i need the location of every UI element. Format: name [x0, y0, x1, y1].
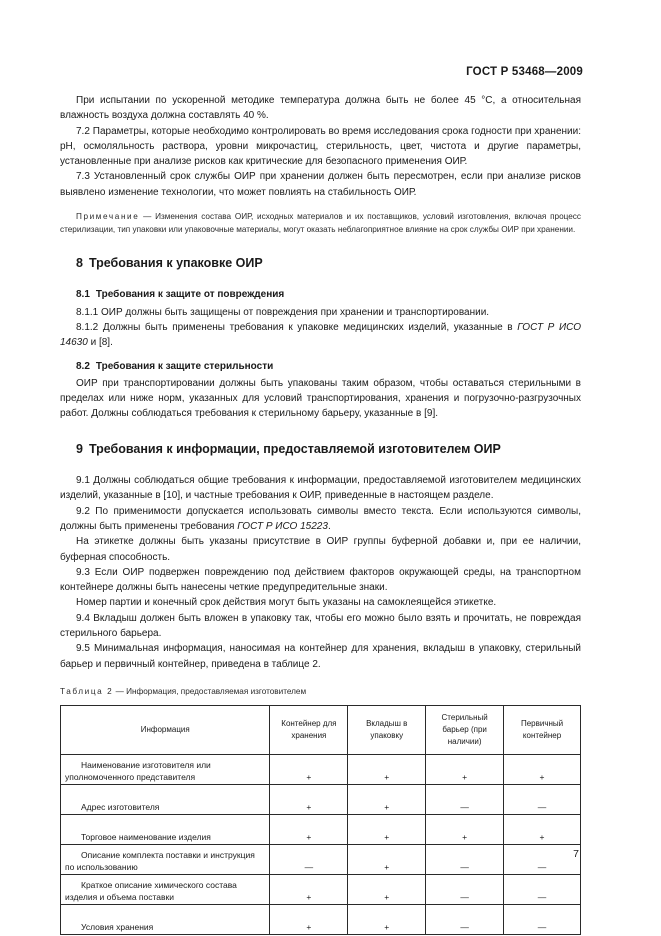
- cell-storage-container: +: [270, 755, 348, 785]
- cell-sterile-barrier: +: [426, 755, 504, 785]
- table-row: [61, 875, 581, 905]
- paragraph-9-5: 9.5 Минимальная информация, наносимая на контейнер для хранения, вкладыш в упаковку, стерильный барьер и первичный контейнер, приведена в таблице 2.: [60, 643, 581, 670]
- cell-storage-container: +: [270, 875, 348, 905]
- paragraph-8-2: ОИР при транспортировании должны быть упакованы таким образом, чтобы оставаться стерильными в пределах или ниже норм, указанных для условий транспортирования, хранения и погрузочно-разгрузочных работ. Должны соблюдаться требования к стерильному барьеру, указанные в [9].: [60, 377, 581, 420]
- paragraph-9-3-lot: Номер партии и конечный срок действия могут быть указаны на самоклеящейся этикетке.: [76, 597, 497, 609]
- table-header-row: [61, 706, 581, 755]
- subsection-8-2-heading: [76, 359, 581, 374]
- reference-gost-14630: ГОСТ Р ИСО 14630: [60, 321, 581, 349]
- section-8-title: Требования к упаковке ОИР: [88, 256, 263, 271]
- table-caption-text: — Информация, предоставляемая изготовителем: [113, 686, 307, 696]
- page-content: [60, 93, 581, 935]
- cell-sterile-barrier: —: [426, 875, 504, 905]
- reference-gost-15223: ГОСТ Р ИСО 15223: [237, 520, 328, 532]
- cell-package-insert: +: [348, 785, 426, 815]
- cell-primary-container: —: [504, 785, 581, 815]
- cell-sterile-barrier: —: [426, 785, 504, 815]
- table-row: [61, 905, 581, 935]
- note-label: Примечание: [76, 212, 140, 222]
- header-information: Информация: [61, 706, 270, 755]
- row-label: Наименование изготовителя или уполномоченного представителя: [61, 755, 270, 785]
- cell-sterile-barrier: —: [426, 845, 504, 875]
- cell-primary-container: —: [504, 875, 581, 905]
- cell-primary-container: —: [504, 905, 581, 935]
- paragraph-8-1-2-end: и [8].: [87, 337, 113, 349]
- paragraph-9-4: 9.4 Вкладыш должен быть вложен в упаковку так, чтобы его можно было взять и прочитать, не повреждая стерильного барьера.: [60, 612, 581, 640]
- table-row: [61, 785, 581, 815]
- section-8-number: 8: [76, 256, 83, 271]
- table-row: [61, 815, 581, 845]
- cell-package-insert: +: [348, 875, 426, 905]
- cell-package-insert: +: [348, 905, 426, 935]
- table-row: [61, 845, 581, 875]
- section-9-heading: [76, 442, 581, 457]
- section-9-number: 9: [76, 441, 83, 456]
- subsection-8-1-title: Требования к защите от повреждения: [95, 289, 285, 301]
- cell-package-insert: +: [348, 755, 426, 785]
- subsection-8-1-number: 8.1: [76, 289, 90, 301]
- row-label: Условия хранения: [61, 905, 270, 935]
- cell-storage-container: +: [270, 905, 348, 935]
- cell-storage-container: +: [270, 815, 348, 845]
- information-table: [60, 705, 581, 935]
- subsection-8-2-number: 8.2: [76, 360, 90, 372]
- note: [60, 210, 581, 236]
- note-text: — Изменения состава ОИР, исходных материалов и их поставщиков, условий изготовления, включая процесс стерилизации, тип упаковки или упаковочные материалы, могут оказать неблагоприятное влияние на срок службы ОИР при хранении.: [60, 212, 581, 235]
- cell-sterile-barrier: +: [426, 815, 504, 845]
- page-number: 7: [573, 848, 579, 860]
- paragraph-9-2-text: 9.2 По применимости допускается использовать символы вместо текста. Если используются символы, должны быть применены требования: [60, 505, 581, 532]
- subsection-8-2-title: Требования к защите стерильности: [95, 360, 274, 372]
- paragraph-9-2-end: .: [327, 520, 331, 532]
- row-label: Описание комплекта поставки и инструкция по использованию: [61, 845, 270, 875]
- standard-header: ГОСТ Р 53468—2009: [466, 66, 583, 78]
- cell-primary-container: +: [504, 755, 581, 785]
- paragraph-8-1-2-text: 8.1.2 Должны быть применены требования к упаковке медицинских изделий, указанные в: [76, 321, 518, 333]
- table-caption: [60, 684, 581, 699]
- row-label: Адрес изготовителя: [61, 785, 270, 815]
- paragraph-9-2-buffer: На этикетке должны быть указаны присутствие в ОИР группы буферной добавки и, при ее наличии, буферная способность.: [60, 536, 581, 563]
- header-storage-container: Контейнер для хранения: [270, 706, 348, 755]
- cell-primary-container: —: [504, 845, 581, 875]
- cell-primary-container: +: [504, 815, 581, 845]
- header-package-insert: Вкладыш в упаковку: [348, 706, 426, 755]
- paragraph-7-3: 7.3 Установленный срок службы ОИР при хранении должен быть пересмотрен, если при анализе рисков выявлено изменение технологии, что может повлиять на стабильность ОИР.: [60, 171, 581, 198]
- paragraph-7-2: 7.2 Параметры, которые необходимо контролировать во время исследования срока годности при хранении: pH, осмоляльность раствора, уровни микрочастиц, стерильность, цвет, чистота и другие параметры, установленные при анализе рисков как критические для безопасного применения ОИР.: [60, 125, 581, 168]
- cell-sterile-barrier: —: [426, 905, 504, 935]
- header-primary-container: Первичный контейнер: [504, 706, 581, 755]
- paragraph-9-2: [60, 504, 581, 535]
- table-row: [61, 755, 581, 785]
- subsection-8-1-heading: [76, 287, 581, 302]
- section-9-title: Требования к информации, предоставляемой изготовителем ОИР: [88, 441, 501, 456]
- paragraph-9-3: 9.3 Если ОИР подвержен повреждению под действием факторов окружающей среды, на транспортном контейнере должны быть нанесены четкие предупредительные знаки.: [60, 566, 581, 594]
- cell-package-insert: +: [348, 845, 426, 875]
- section-8-heading: [76, 256, 581, 271]
- row-label: Торговое наименование изделия: [61, 815, 270, 845]
- paragraph-9-1: 9.1 Должны соблюдаться общие требования к информации, предоставляемой изготовителем медицинских изделий, указанные в [10], и частные требования к ОИР, приведенные в настоящем разделе.: [60, 475, 581, 502]
- table-caption-label: Таблица 2: [60, 686, 114, 696]
- paragraph-accelerated-test: При испытании по ускоренной методике температура должна быть не более 45 °С, а относительная влажность воздуха должна составлять 40 %.: [60, 95, 581, 122]
- header-sterile-barrier: Стерильный барьер (при наличии): [426, 706, 504, 755]
- row-label: Краткое описание химического состава изделия и объема поставки: [61, 875, 270, 905]
- cell-storage-container: +: [270, 785, 348, 815]
- paragraph-8-1-2: [60, 320, 581, 351]
- paragraph-8-1-1: 8.1.1 ОИР должны быть защищены от повреждения при хранении и транспортировании.: [76, 306, 490, 318]
- cell-storage-container: —: [270, 845, 348, 875]
- cell-package-insert: +: [348, 815, 426, 845]
